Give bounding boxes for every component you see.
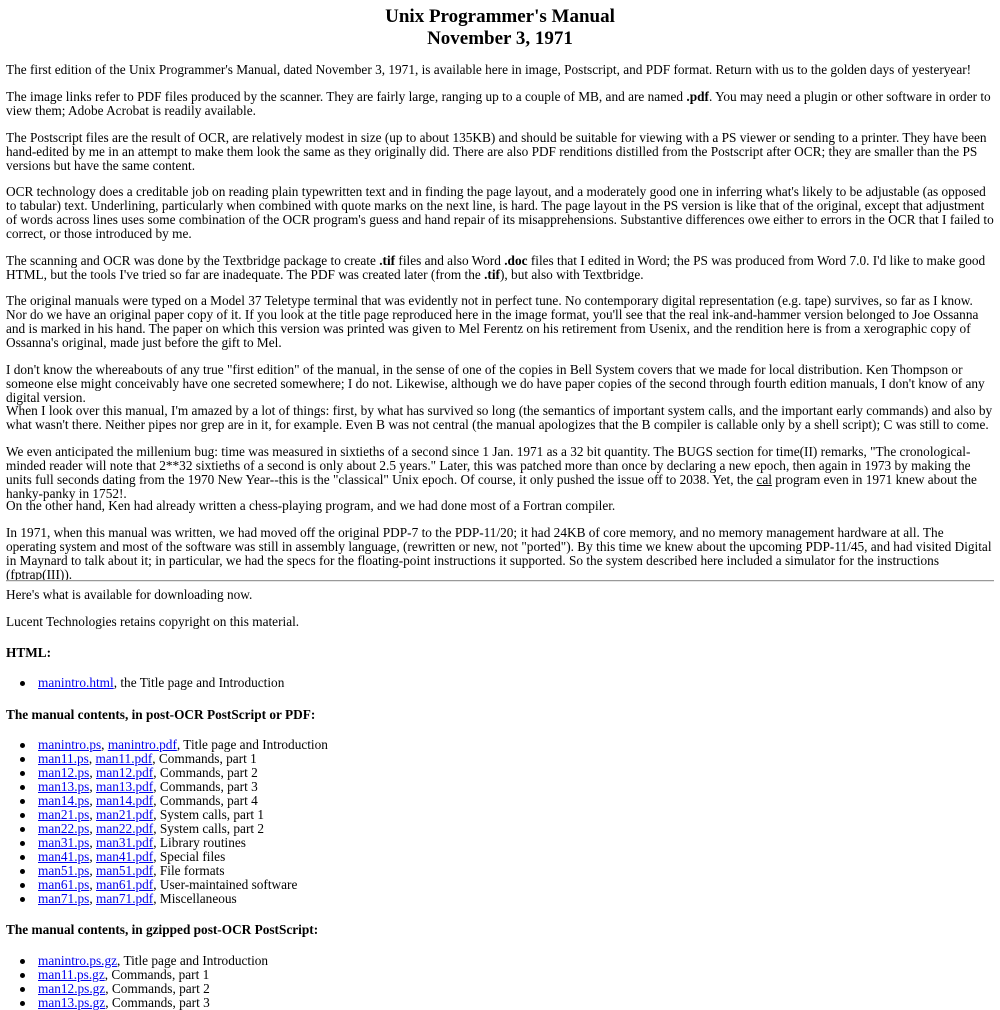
intro-paragraph-11: In 1971, when this manual was written, we had moved off the original PDP-7 to the PDP-11/20; it had 24KB of core memory, and no memory management hardware at all. The operating system and most of the software was still in assembly language, (rewritten or new, not "ported"). By this time we knew about the upcoming PDP-11/45, and had visited Digital in Maynard to talk about it; in particular, we had the specs for the floating-point instructions it supported. So the system described here included a simulator for the instructions (fptrap(III)).: [6, 525, 992, 582]
intro-paragraph-4: OCR technology does a creditable job on reading plain typewritten text and in finding the page layout, and a moderately good one in inferring what's likely to be adjustable (as opposed to tabular) text. Underlining, particularly when combined with quote marks on the next line, is hard. The page layout in the PS version is like that of the original, except that adjustment of words across lines uses some combination of the OCR program's guess and hand repair of its misapprehensions. Substantive differences owe either to errors in the OCR that I failed to correct, or those introduced by me.: [6, 184, 994, 241]
pdf-file-link[interactable]: man13.pdf: [96, 779, 154, 794]
ps-file-link[interactable]: man61.ps: [38, 877, 90, 892]
link-separator: ,: [89, 807, 96, 822]
intro-paragraph-5: [6, 254, 996, 282]
pdf-file-link[interactable]: man21.pdf: [96, 807, 154, 822]
intro-paragraph-2: [6, 90, 996, 118]
title-block: [0, 6, 1000, 50]
page-title: Unix Programmer's Manual: [385, 6, 615, 27]
link-separator: ,: [89, 765, 96, 780]
p5-doc-ext: .doc: [504, 253, 528, 268]
ps-file-link[interactable]: man41.ps: [38, 849, 90, 864]
link-separator: ,: [101, 737, 108, 752]
ps-file-link[interactable]: man31.ps: [38, 835, 90, 850]
pdf-file-link[interactable]: man61.pdf: [96, 877, 154, 892]
p2-text-a: The image links refer to PDF files produced by the scanner. They are fairly large, ranging up to a couple of MB, and are named: [6, 89, 687, 104]
pdf-file-link[interactable]: man51.pdf: [96, 863, 154, 878]
ps-file-link[interactable]: man13.ps: [38, 779, 90, 794]
item-description: , Commands, part 1: [152, 751, 257, 766]
link-separator: ,: [89, 891, 96, 906]
pdf-file-link[interactable]: man71.pdf: [96, 891, 154, 906]
list-item: [0, 808, 328, 822]
list-item: [0, 968, 268, 982]
item-description: , Library routines: [153, 835, 246, 850]
link-separator: ,: [89, 877, 96, 892]
ps-file-link[interactable]: man14.ps: [38, 793, 90, 808]
p5-text-a: The scanning and OCR was done by the Textbridge package to create: [6, 253, 380, 268]
item-description: , Commands, part 4: [153, 793, 258, 808]
item-description: , System calls, part 1: [153, 807, 265, 822]
p5-text-c: files and also Word: [395, 253, 505, 268]
intro-paragraph-1: The first edition of the Unix Programmer's Manual, dated November 3, 1971, is available here in image, Postscript, and PDF format. Return with us to the golden days of yesteryear!: [6, 62, 972, 77]
p5-tif-ext-2: .tif: [484, 267, 500, 282]
p5-text-e: files that I edited in Word; the PS was produced from Word 7.0. I'd like to make good HTML, but the tools I've tried so far are inadequate. The PDF was created later (from the: [6, 253, 986, 282]
intro-paragraph-3: The Postscript files are the result of OCR, are relatively modest in size (up to about 135KB) and should be suitable for viewing with a PS viewer or sending to a printer. They have been hand-edited by me in an attempt to make them look the same as they originally did. There are also PDF renditions distilled from the Postscript after OCR; they are smaller than the PS versions but have the same content.: [6, 130, 987, 173]
p5-tif-ext: .tif: [379, 253, 396, 268]
pdf-file-link[interactable]: man41.pdf: [96, 849, 154, 864]
list-item: [0, 954, 268, 968]
ps-file-link[interactable]: man71.ps: [38, 891, 90, 906]
html-links-list: [0, 676, 284, 690]
list-item: [0, 766, 328, 780]
link-separator: ,: [89, 849, 96, 864]
ps-file-link[interactable]: man51.ps: [38, 863, 90, 878]
ps-file-link[interactable]: man21.ps: [38, 807, 90, 822]
p9-text-c: program even in 1971 knew about the hanky-panky in 1752!.: [6, 472, 977, 501]
pdf-file-link[interactable]: man31.pdf: [96, 835, 154, 850]
item-description: , User-maintained software: [153, 877, 298, 892]
link-separator: ,: [89, 779, 96, 794]
html-section-heading: HTML:: [6, 645, 52, 660]
ps-pdf-section-heading: The manual contents, in post-OCR PostScript or PDF:: [6, 707, 316, 722]
pdf-file-link[interactable]: man11.pdf: [95, 751, 153, 766]
list-item: [0, 780, 328, 794]
list-item: [0, 738, 328, 752]
intro-paragraph-10: On the other hand, Ken had already written a chess-playing program, and we had done most of a Fortran compiler.: [6, 498, 616, 513]
item-description: , Commands, part 3: [153, 779, 258, 794]
list-item: [0, 850, 328, 864]
list-item: [0, 996, 268, 1010]
list-item: [0, 836, 328, 850]
list-item: [0, 822, 328, 836]
pdf-file-link[interactable]: manintro.pdf: [107, 737, 177, 752]
intro-paragraph-8: When I look over this manual, I'm amazed by a lot of things: first, by what has survived so long (the semantics of important system calls, and the important early commands) and also by what wasn't there. Neither pipes nor grep are in it, for example. Even B was not central (the manual apologizes that the B compiler is callable only by a shell script); C was still to come.: [6, 403, 993, 432]
list-item: [0, 892, 328, 906]
item-description: , Commands, part 3: [105, 995, 210, 1010]
item-description: , Title page and Introduction: [117, 953, 269, 968]
item-description: , Title page and Introduction: [176, 737, 328, 752]
gz-file-link[interactable]: man12.ps.gz: [38, 981, 106, 996]
p2-text-c: . You may need a plugin or other software in order to view them; Adobe Acrobat is readily available.: [6, 89, 991, 118]
item-description: , Miscellaneous: [153, 891, 237, 906]
pdf-file-link[interactable]: man22.pdf: [96, 821, 154, 836]
list-item: [0, 864, 328, 878]
p9-text-a: We even anticipated the millenium bug: time was measured in sixtieths of a second since 1 Jan. 1971 as a 32 bit quantity. The BUGS section for time(II) remarks, "The cronological-minded reader will note that 2**32 sixtieths of a second is only about 2.5 years." Later, this was patched more than once by declaring a new epoch, then again in 1973 by making the units full seconds dating from the 1970 New Year--this is the "classical" Unix epoch. Of course, it only pushed the issue off to 2038. Yet, the: [6, 444, 971, 487]
ps-file-link[interactable]: man11.ps: [38, 751, 89, 766]
item-description: , System calls, part 2: [153, 821, 265, 836]
ps-file-link[interactable]: manintro.ps: [38, 737, 102, 752]
list-item: [0, 878, 328, 892]
copyright-notice: Lucent Technologies retains copyright on this material.: [6, 614, 300, 629]
p5-text-g: ), but also with Textbridge.: [499, 267, 644, 282]
gz-section-heading: The manual contents, in gzipped post-OCR PostScript:: [6, 922, 319, 937]
gz-file-link[interactable]: manintro.ps.gz: [38, 953, 118, 968]
intro-paragraph-6: The original manuals were typed on a Model 37 Teletype terminal that was evidently not in perfect tune. No contemporary digital representation (e.g. tape) survives, so far as I know. Nor do we have an original paper copy of it. If you look at the title page reproduced here in the image format, you'll see that the real ink-and-hammer version belonged to Joe Ossanna and is marked in his hand. The paper on which this version was printed was given to Mel Ferentz on his retirement from Usenix, and the rendition here is from a xerographic copy of Ossanna's original, made just before the gift to Mel.: [6, 293, 979, 350]
ps-pdf-links-list: [0, 738, 328, 906]
link-separator: ,: [88, 751, 96, 766]
gz-file-link[interactable]: man11.ps.gz: [38, 967, 105, 982]
list-item: [0, 982, 268, 996]
horizontal-rule: [6, 580, 994, 582]
gz-file-link[interactable]: man13.ps.gz: [38, 995, 106, 1010]
item-description: , Special files: [153, 849, 226, 864]
item-description: , Commands, part 2: [153, 765, 258, 780]
pdf-file-link[interactable]: man12.pdf: [96, 765, 154, 780]
item-description: , Commands, part 2: [105, 981, 210, 996]
item-description: , Commands, part 1: [104, 967, 210, 982]
ps-file-link[interactable]: man22.ps: [38, 821, 90, 836]
downloads-available-text: Here's what is available for downloading now.: [6, 587, 253, 602]
list-item: [0, 794, 328, 808]
link-separator: ,: [89, 793, 96, 808]
item-description: , File formats: [153, 863, 225, 878]
page-subtitle-date: November 3, 1971: [427, 28, 573, 49]
p2-pdf-ext: .pdf: [686, 89, 709, 104]
p9-cal-command: cal: [756, 472, 772, 487]
list-item: [0, 676, 284, 690]
list-item: [0, 752, 328, 766]
gz-links-list: [0, 954, 268, 1010]
link-separator: ,: [89, 863, 96, 878]
item-description: , the Title page and Introduction: [113, 675, 285, 690]
pdf-file-link[interactable]: man14.pdf: [96, 793, 154, 808]
intro-paragraph-7: I don't know the whereabouts of any true "first edition" of the manual, in the sense of one of the copies in Bell System covers that we made for local distribution. Ken Thompson or someone else might conceivably have one secreted somewhere; I do not. Likewise, although we do have paper copies of the second through fourth edition manuals, I don't know of any digital version.: [6, 362, 985, 405]
html-file-link[interactable]: manintro.html: [38, 675, 114, 690]
link-separator: ,: [89, 835, 96, 850]
ps-file-link[interactable]: man12.ps: [38, 765, 90, 780]
intro-paragraph-9: [6, 445, 996, 501]
link-separator: ,: [89, 821, 96, 836]
